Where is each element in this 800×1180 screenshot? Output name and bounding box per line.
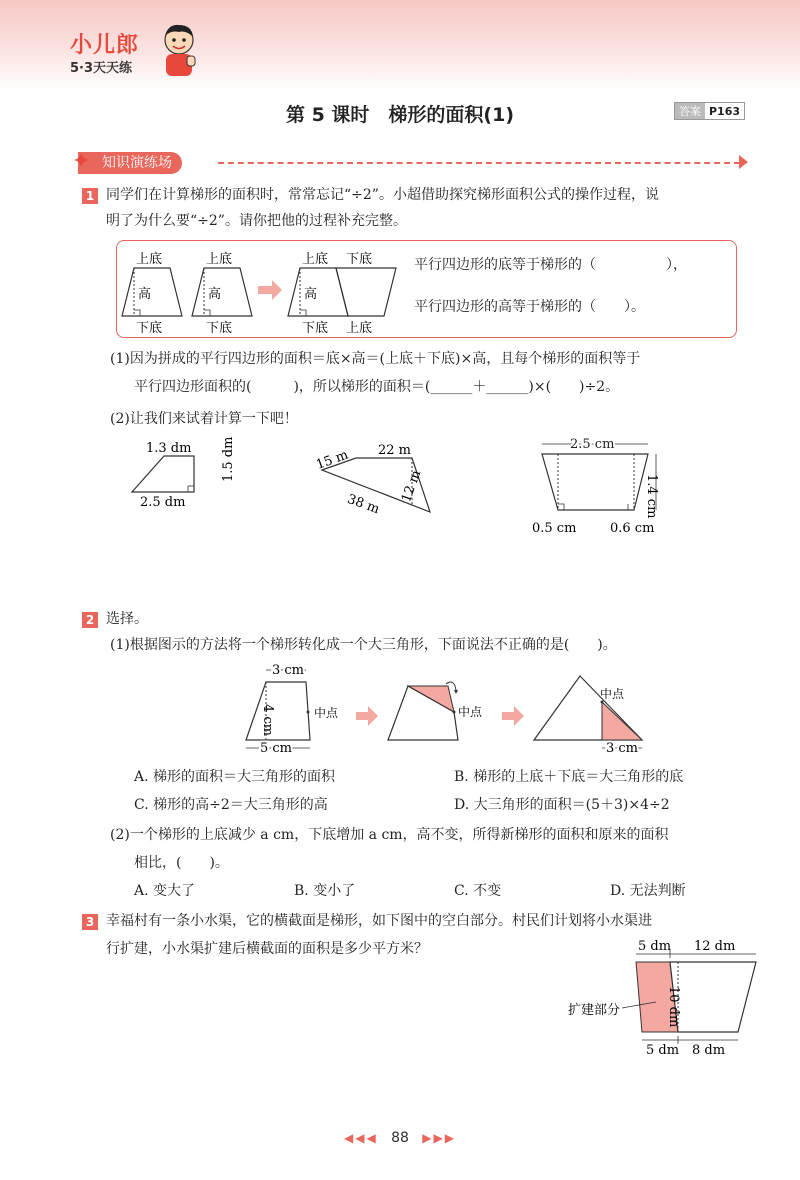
q1-part1-line2: 平行四边形面积的( )，所以梯形的面积＝(______＋______)×( )÷2。 [134, 379, 620, 395]
arrow-right-icon [739, 155, 748, 169]
a-bottom-label: 2.5 dm [140, 495, 186, 510]
q2-intro: 选择。 [106, 611, 148, 627]
q2-mid-label-1: 中点 [314, 706, 339, 720]
q1-text-line1: 同学们在计算梯形的面积时，常常忘记“÷2”。小超借助探究梯形面积公式的操作过程，说 [106, 187, 659, 203]
trapezoid-a [128, 436, 236, 512]
b-side-label: 15 m [314, 447, 351, 473]
question-number-2: 2 [82, 612, 98, 628]
section-divider [218, 162, 740, 164]
b-bottom-label: 38 m [345, 491, 382, 518]
q1-fill-height: 平行四边形的高等于梯形的（ ）。 [414, 299, 645, 315]
t2-height-label: 高 [208, 287, 222, 302]
prev-arrows-icon: ◀◀◀ [344, 1131, 378, 1145]
q2-part2-line2: 相比，( )。 [134, 855, 229, 871]
q2-option-d[interactable]: D. 大三角形的面积＝(5＋3)×4÷2 [454, 797, 670, 813]
t3-height-label: 高 [304, 287, 318, 302]
c-right-label: 0.6 cm [610, 521, 655, 536]
c-height-label: 1.4 cm [644, 474, 659, 519]
q1-part1-line1: (1)因为拼成的平行四边形的面积＝底×高＝(上底＋下底)×高，且每个梯形的面积等于 [110, 351, 641, 367]
q2-transform-diagram [240, 660, 660, 760]
brand-subtitle: 5·3天天练 [70, 61, 133, 76]
t3-bottom2-label: 上底 [346, 321, 373, 336]
trapezoid-c [530, 434, 670, 540]
q3-top-right-label: 12 dm [694, 939, 736, 954]
brand-name: 小儿郎 [70, 33, 140, 58]
b-top-label: 22 m [378, 443, 412, 458]
mascot-icon [156, 22, 202, 78]
q1-fill-base: 平行四边形的底等于梯形的（ ）， [414, 257, 687, 273]
t1-bottom-label: 下底 [136, 321, 163, 336]
q2-option-a[interactable]: A. 梯形的面积＝大三角形的面积 [134, 769, 336, 785]
t1-top-label: 上底 [136, 252, 163, 267]
brand-logo [70, 28, 139, 76]
q2-height-label: 4 cm [260, 704, 275, 737]
b-height-label: 12 m [399, 468, 425, 505]
q3-text-line2: 行扩建，小水渠扩建后横截面的面积是多少平方米？ [106, 941, 428, 957]
trapezoid-b [312, 440, 442, 516]
q2-part1: (1)根据图示的方法将一个梯形转化成一个大三角形，下面说法不正确的是( )。 [110, 637, 617, 653]
page-footer [0, 1130, 800, 1146]
q1-trapezoid-diagram [120, 244, 400, 336]
question-number-3: 3 [82, 914, 98, 930]
section-header [72, 149, 748, 174]
t2-top-label: 上底 [206, 252, 233, 267]
star-icon: ✦ [72, 149, 91, 174]
t3-top-label: 上底 [302, 252, 329, 267]
q3-text-line1: 幸福村有一条小水渠，它的横截面是梯形，如下图中的空白部分。村民们计划将小水渠进 [106, 913, 652, 929]
q2-mid-label-2: 中点 [458, 705, 483, 719]
page-number: 88 [391, 1130, 409, 1146]
q3-height-label: 10 dm [666, 986, 681, 1028]
c-left-label: 0.5 cm [532, 521, 577, 536]
t3-top2-label: 下底 [346, 252, 373, 267]
q1-part2: (2)让我们来试着计算一下吧！ [110, 411, 298, 427]
answer-tag [674, 102, 745, 120]
q2-option-b[interactable]: B. 梯形的上底＋下底＝大三角形的底 [454, 769, 684, 785]
answer-page: P163 [709, 104, 741, 118]
q2-choice-b[interactable]: B. 变小了 [294, 883, 356, 899]
c-top-label: 2.5 cm [570, 437, 615, 452]
a-height-label: 1.5 dm [221, 436, 236, 482]
question-number-1: 1 [82, 188, 98, 204]
q3-top-left-label: 5 dm [638, 939, 672, 954]
q1-text-line2: 明了为什么要“÷2”。请你把他的过程补充完整。 [106, 213, 407, 229]
page-title: 第 5 课时 梯形的面积(1) [285, 104, 515, 126]
q2-tri-label: 3 cm [606, 741, 639, 756]
a-top-label: 1.3 dm [146, 441, 192, 456]
q2-choice-d[interactable]: D. 无法判断 [610, 883, 686, 899]
t1-height-label: 高 [138, 287, 152, 302]
q3-bottom-right-label: 8 dm [692, 1043, 726, 1058]
q3-expand-label: 扩建部分 [568, 1003, 621, 1018]
q2-top-label: 3 cm [272, 663, 305, 678]
t3-bottom-label: 下底 [302, 321, 329, 336]
q2-bottom-label: 5 cm [260, 741, 293, 756]
q3-bottom-left-label: 5 dm [646, 1043, 680, 1058]
next-arrows-icon: ▶▶▶ [422, 1131, 456, 1145]
q2-choice-c[interactable]: C. 不变 [454, 883, 502, 899]
answer-label: 答案 [675, 103, 705, 119]
q2-option-c[interactable]: C. 梯形的高÷2＝大三角形的高 [134, 797, 328, 813]
t2-bottom-label: 下底 [206, 321, 233, 336]
q2-choice-a[interactable]: A. 变大了 [134, 883, 196, 899]
q2-mid-label-3: 中点 [600, 687, 625, 701]
section-title: 知识演练场 [78, 152, 182, 174]
q2-part2-line1: (2)一个梯形的上底减少 a cm，下底增加 a cm，高不变，所得新梯形的面积和原来的面积 [110, 827, 669, 843]
q3-canal-diagram [560, 932, 780, 1062]
